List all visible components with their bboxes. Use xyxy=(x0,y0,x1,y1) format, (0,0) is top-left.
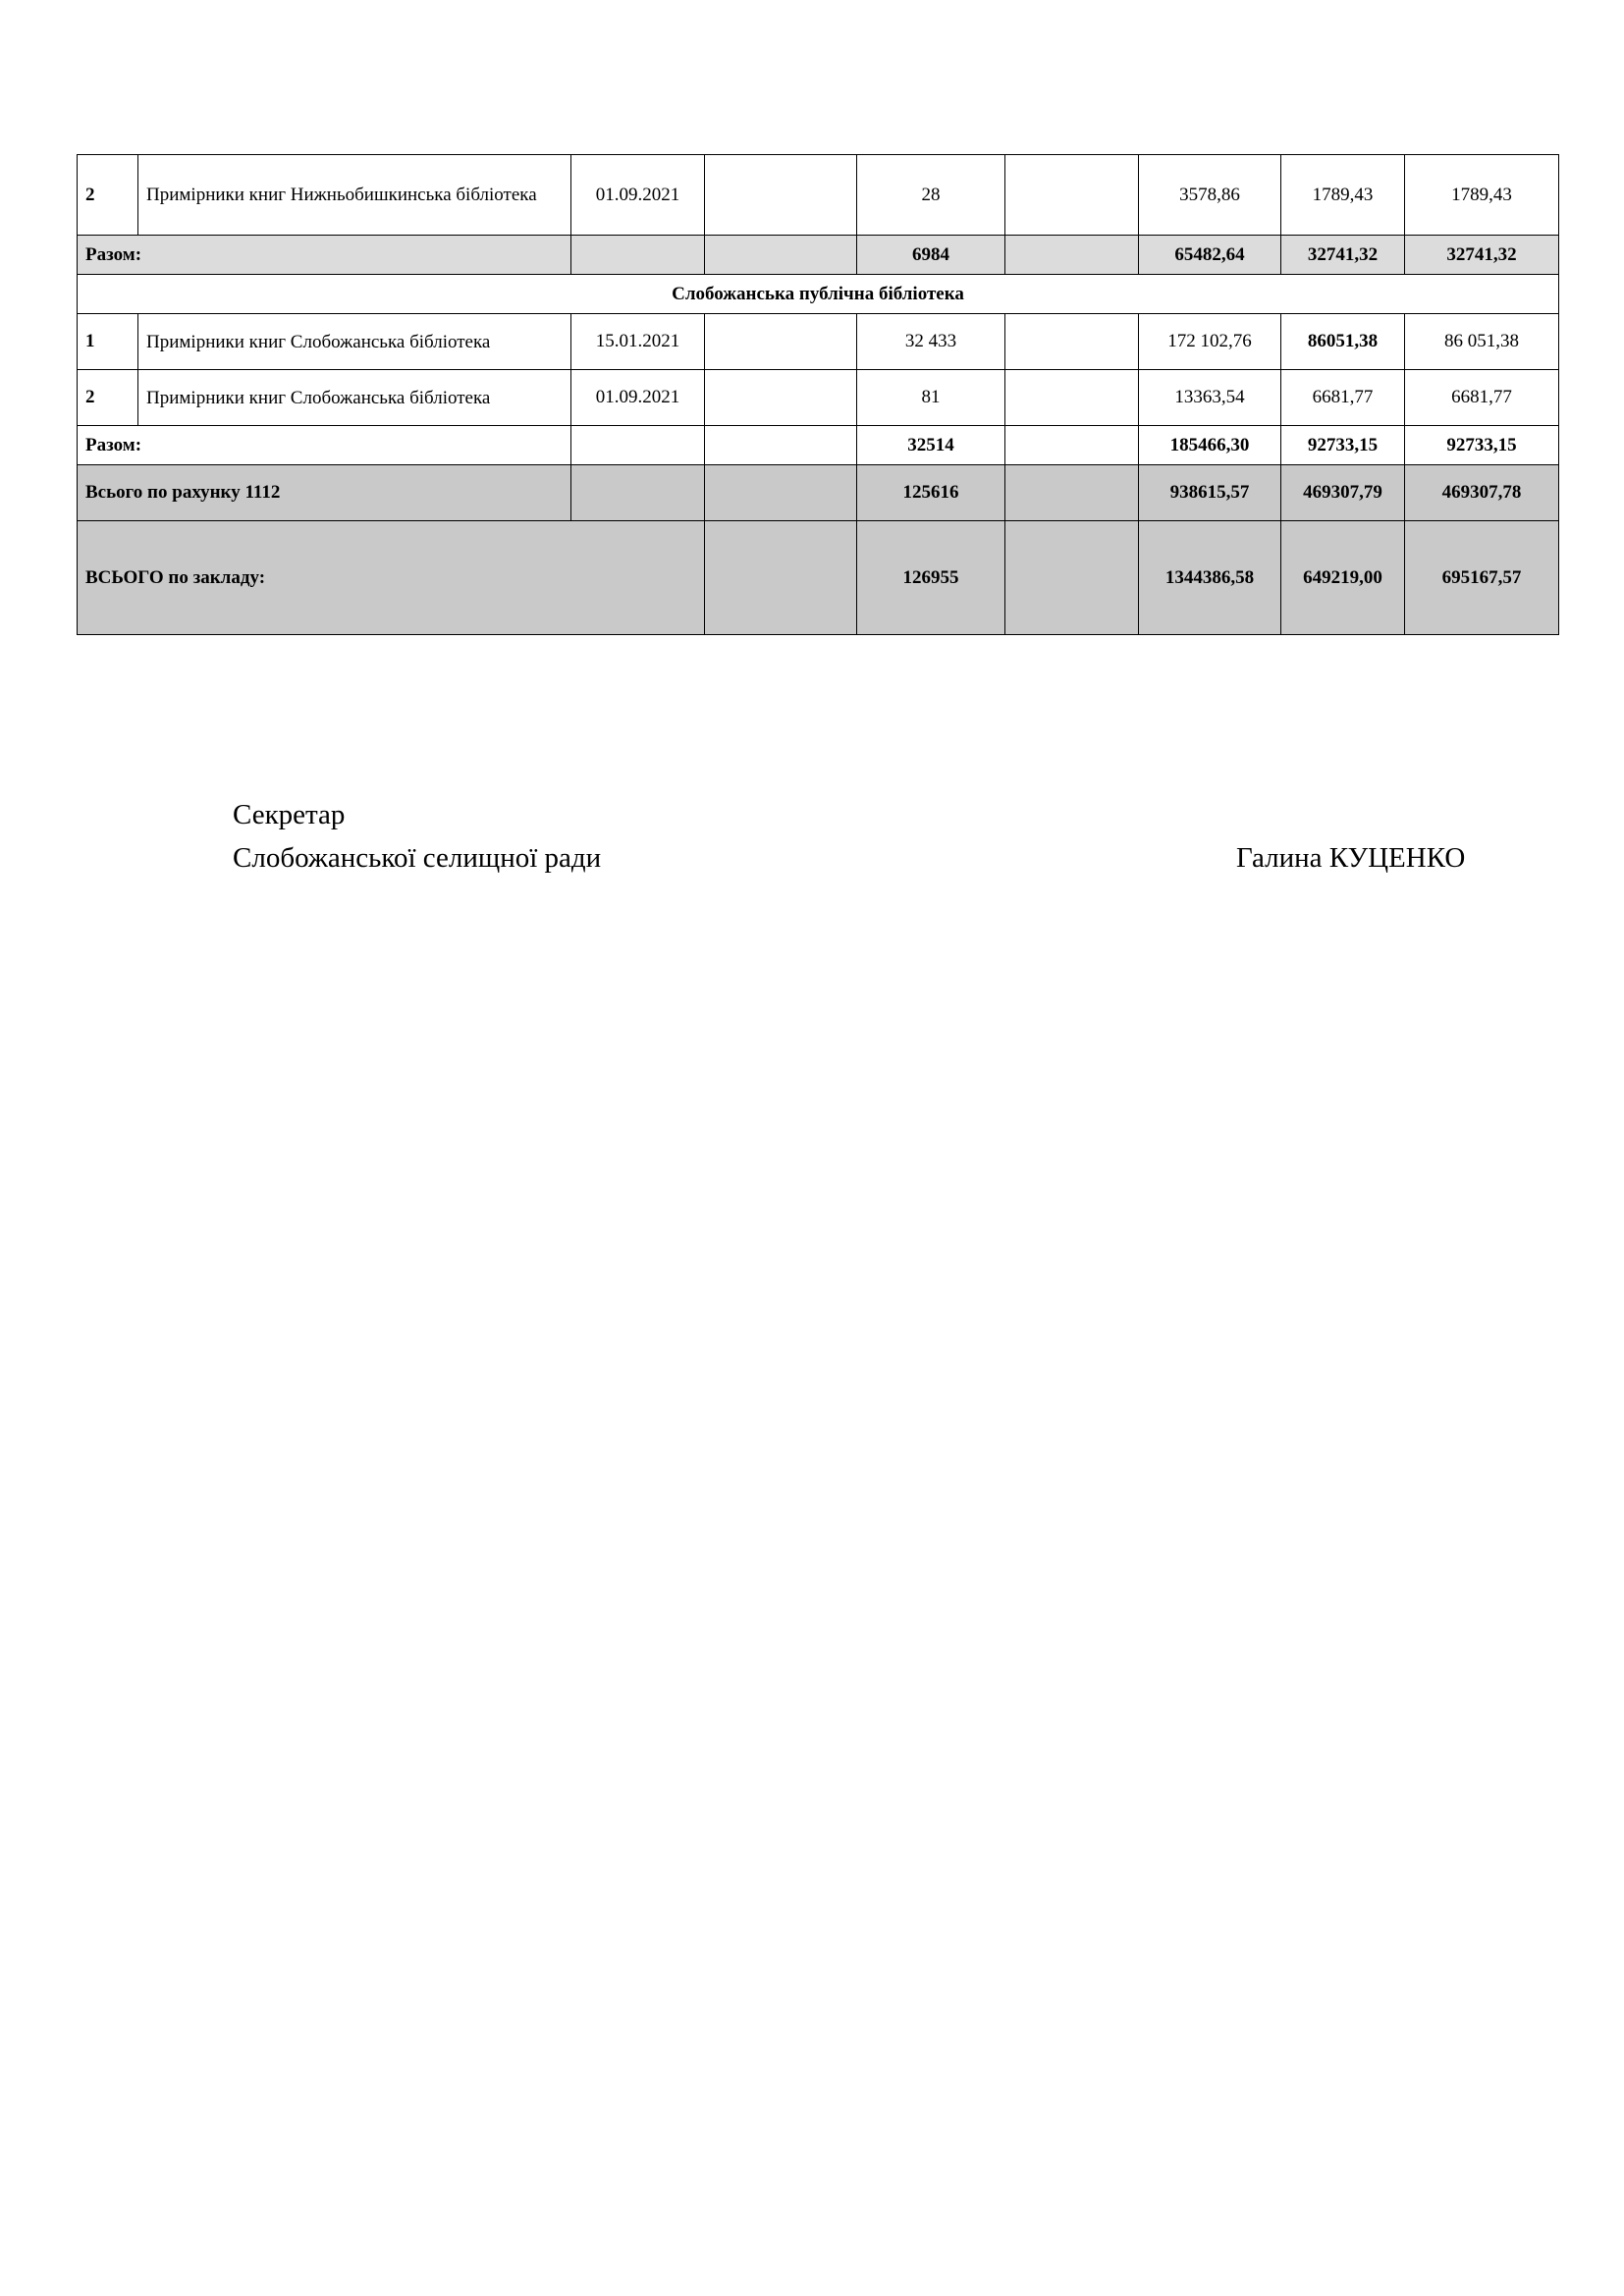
item-rest: 1789,43 xyxy=(1405,155,1559,236)
empty-cell xyxy=(705,155,857,236)
empty-cell xyxy=(1005,314,1139,370)
subtotal-rest: 32741,32 xyxy=(1405,236,1559,275)
item-sum: 172 102,76 xyxy=(1139,314,1281,370)
item-wear: 1789,43 xyxy=(1281,155,1405,236)
empty-cell xyxy=(1005,426,1139,465)
item-date: 15.01.2021 xyxy=(571,314,705,370)
grand-total-rest: 695167,57 xyxy=(1405,521,1559,635)
asset-table xyxy=(77,154,1559,635)
empty-cell xyxy=(1005,521,1139,635)
grand-total-wear: 649219,00 xyxy=(1281,521,1405,635)
empty-cell xyxy=(705,314,857,370)
item-quantity: 32 433 xyxy=(857,314,1005,370)
grand-total-sum: 1344386,58 xyxy=(1139,521,1281,635)
table-row xyxy=(78,155,1559,236)
section-title: Слобожанська публічна бібліотека xyxy=(78,275,1559,314)
subtotal-label: Разом: xyxy=(78,236,571,275)
empty-cell xyxy=(571,236,705,275)
row-number: 2 xyxy=(78,370,138,426)
item-wear: 6681,77 xyxy=(1281,370,1405,426)
item-rest: 6681,77 xyxy=(1405,370,1559,426)
signatory-name: Галина КУЦЕНКО xyxy=(1236,842,1466,874)
subtotal-quantity: 32514 xyxy=(857,426,1005,465)
subtotal-wear: 32741,32 xyxy=(1281,236,1405,275)
item-wear: 86051,38 xyxy=(1281,314,1405,370)
subtotal-sum: 65482,64 xyxy=(1139,236,1281,275)
account-total-wear: 469307,79 xyxy=(1281,465,1405,521)
empty-cell xyxy=(1005,236,1139,275)
empty-cell xyxy=(705,521,857,635)
item-quantity: 81 xyxy=(857,370,1005,426)
subtotal-rest: 92733,15 xyxy=(1405,426,1559,465)
subtotal-quantity: 6984 xyxy=(857,236,1005,275)
empty-cell xyxy=(705,370,857,426)
empty-cell xyxy=(705,236,857,275)
empty-cell xyxy=(705,465,857,521)
subtotal-row xyxy=(78,426,1559,465)
grand-total-row xyxy=(78,521,1559,635)
account-total-sum: 938615,57 xyxy=(1139,465,1281,521)
item-date: 01.09.2021 xyxy=(571,370,705,426)
item-name: Примірники книг Нижньобишкинська бібліотека xyxy=(138,155,571,236)
item-sum: 3578,86 xyxy=(1139,155,1281,236)
item-name: Примірники книг Слобожанська бібліотека xyxy=(138,370,571,426)
row-number: 1 xyxy=(78,314,138,370)
table-row xyxy=(78,370,1559,426)
subtotal-sum: 185466,30 xyxy=(1139,426,1281,465)
empty-cell xyxy=(705,426,857,465)
signatory-position: Секретар xyxy=(233,799,346,830)
row-number: 2 xyxy=(78,155,138,236)
item-rest: 86 051,38 xyxy=(1405,314,1559,370)
signatory-organization: Слобожанської селищної ради xyxy=(233,842,602,874)
account-total-rest: 469307,78 xyxy=(1405,465,1559,521)
subtotal-label: Разом: xyxy=(78,426,571,465)
signatory-title xyxy=(233,793,601,880)
item-date: 01.09.2021 xyxy=(571,155,705,236)
item-sum: 13363,54 xyxy=(1139,370,1281,426)
account-total-label: Всього по рахунку 1112 xyxy=(78,465,571,521)
empty-cell xyxy=(1005,465,1139,521)
subtotal-row xyxy=(78,236,1559,275)
account-total-quantity: 125616 xyxy=(857,465,1005,521)
table-row xyxy=(78,314,1559,370)
grand-total-quantity: 126955 xyxy=(857,521,1005,635)
empty-cell xyxy=(571,465,705,521)
item-quantity: 28 xyxy=(857,155,1005,236)
item-name: Примірники книг Слобожанська бібліотека xyxy=(138,314,571,370)
section-header-row xyxy=(78,275,1559,314)
grand-total-label: ВСЬОГО по закладу: xyxy=(78,521,705,635)
empty-cell xyxy=(1005,370,1139,426)
empty-cell xyxy=(571,426,705,465)
empty-cell xyxy=(1005,155,1139,236)
subtotal-wear: 92733,15 xyxy=(1281,426,1405,465)
account-total-row xyxy=(78,465,1559,521)
